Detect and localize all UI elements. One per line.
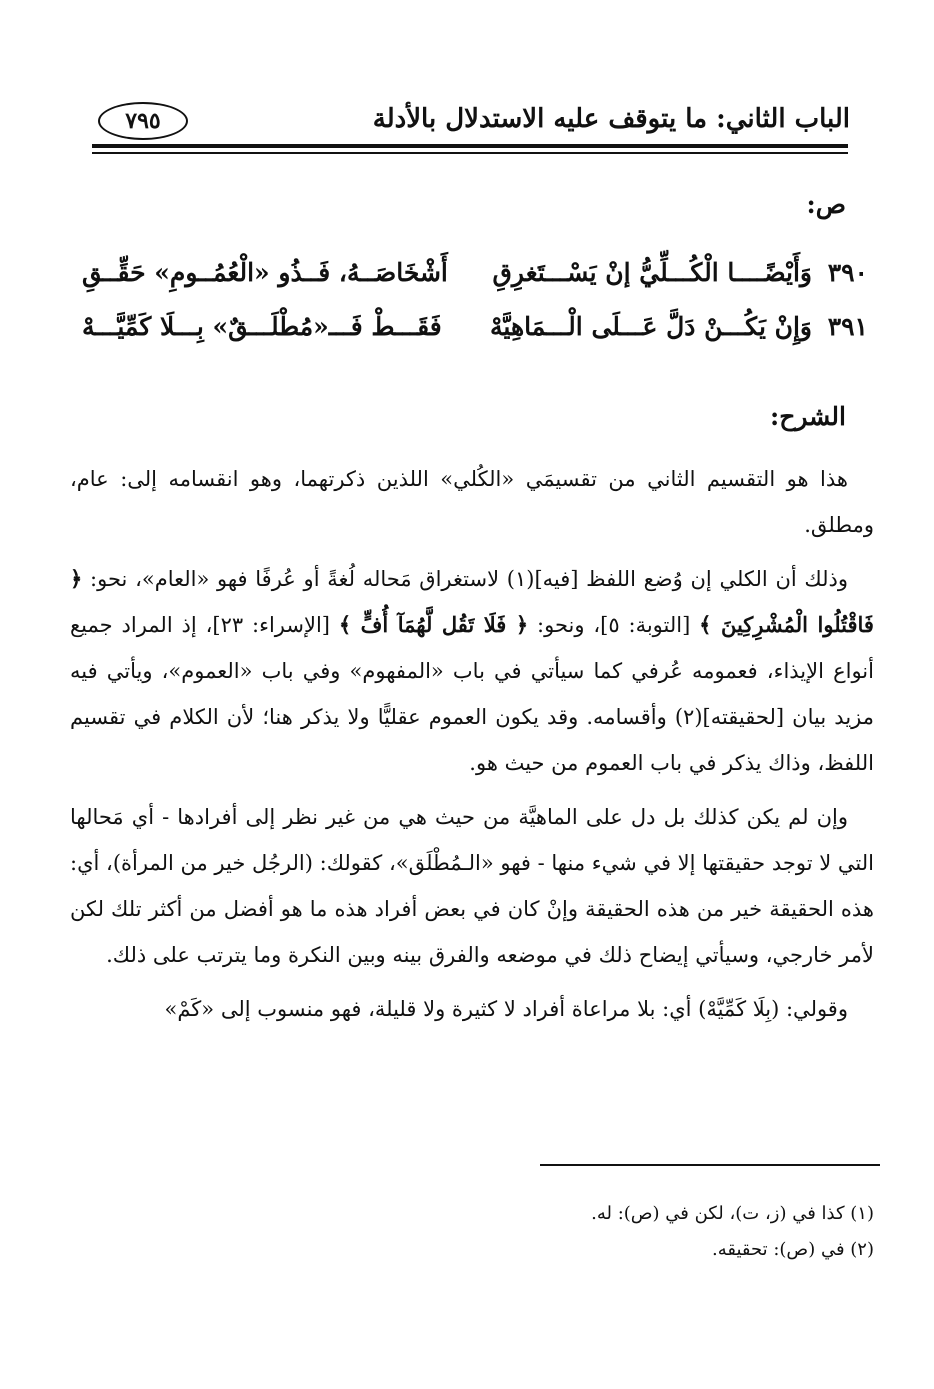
quran-quote: ﴿ فَاقْتُلُوا الْمُشْرِكِينَ ﴾ [70,566,874,637]
verse-second-hemistich: فَقَـــطْ فَـــ«مُطْلَـــقٌ» بِـــلَا كَمِّيَّـــهْ [82,312,442,341]
header-rule-thin [92,152,848,154]
paragraph [70,556,874,786]
page-number: ٧٩٥ [98,102,188,140]
paragraph: هذا هو التقسيم الثاني من تقسيمَي «الكُلي» اللذين ذكرتهما، وهو انقسامه إلى: عام، ومطلق. [70,467,874,537]
header-rule-thick [92,144,848,148]
commentary-text [70,456,874,1040]
footnote-rule [540,1164,880,1166]
paragraph-text: وذلك أن الكلي إن وُضع اللفظ [فيه](١) لاستغراق مَحاله لُغةً أو عُرفًا فهو «العام»، نحو: [90,567,848,591]
verse-row [82,258,868,302]
paragraph-text: [التوبة: ٥]، ونحو: [537,613,691,637]
verse-number: ٣٩١ [827,312,868,341]
quran-quote: ﴿ فَلَا تَقُل لَّهُمَآ أُفٍّ ﴾ [338,612,529,637]
paragraph: وإن لم يكن كذلك بل دل على الماهيَّة من حيث هي من غير نظر إلى أفرادها - أي مَحالها التي لا توجد حقيقتها إلا في شيء منها - فهو «الـمُطْلَق»، كقولك: (الرجُل خير من المرأة)، أي: هذه الحقيقة خير من هذه الحقيقة وإنْ كان في بعض أفراد هذه ما هو أفضل من أكثر تلك لكن لأمر خارجي، وسيأتي إيضاح ذلك في موضعه والفرق بينه وبين النكرة وما يترتب على ذلك. [70,805,874,967]
verse-first-hemistich: وَأَيْضًــــا الْكُـــلِّيُّ إنْ يَسْـــتَغرِقِ [492,258,812,287]
verse-second-hemistich: أَشْخَاصَــهُ، فَــذُو «الْعُمُــومِ» حَقِّــقِ [82,258,448,287]
page-header [88,96,850,148]
verse-first-hemistich: وَإِنْ يَكُـــنْ دَلَّ عَـــلَى الْـــمَاهِيَّهْ [490,312,812,341]
footnotes [374,1196,874,1268]
footnote: (٢) في (ص): تحقيقه. [711,1239,874,1260]
matn-label: ص: [806,190,846,219]
paragraph: وقولي: (بِلَا كَمِّيَّهْ) أي: بلا مراعاة أفراد لا كثيرة ولا قليلة، فهو منسوب إلى «كَمْ» [164,997,848,1021]
verse-number: ٣٩٠ [827,258,868,287]
sharh-label: الشرح: [769,402,846,431]
verse-row [82,312,868,356]
running-title: الباب الثاني: ما يتوقف عليه الاستدلال بالأدلة [372,104,850,134]
paragraph-text: [الإسراء: ٢٣]، إذ المراد جميع أنواع الإيذاء، فعمومه عُرفي كما سيأتي في باب «المفهوم» وفي باب «العموم»، ويأتي فيه مزيد بيان [لحقيقته](٢) وأقسامه. وقد يكون العموم عقليًّا ولا يذكر هنا؛ لأن الكلام في تقسيم اللفظ، وذاك يذكر في باب العموم من حيث هو. [70,613,874,775]
footnote: (١) كذا في (ز، ت)، لكن في (ص): له. [591,1203,874,1224]
